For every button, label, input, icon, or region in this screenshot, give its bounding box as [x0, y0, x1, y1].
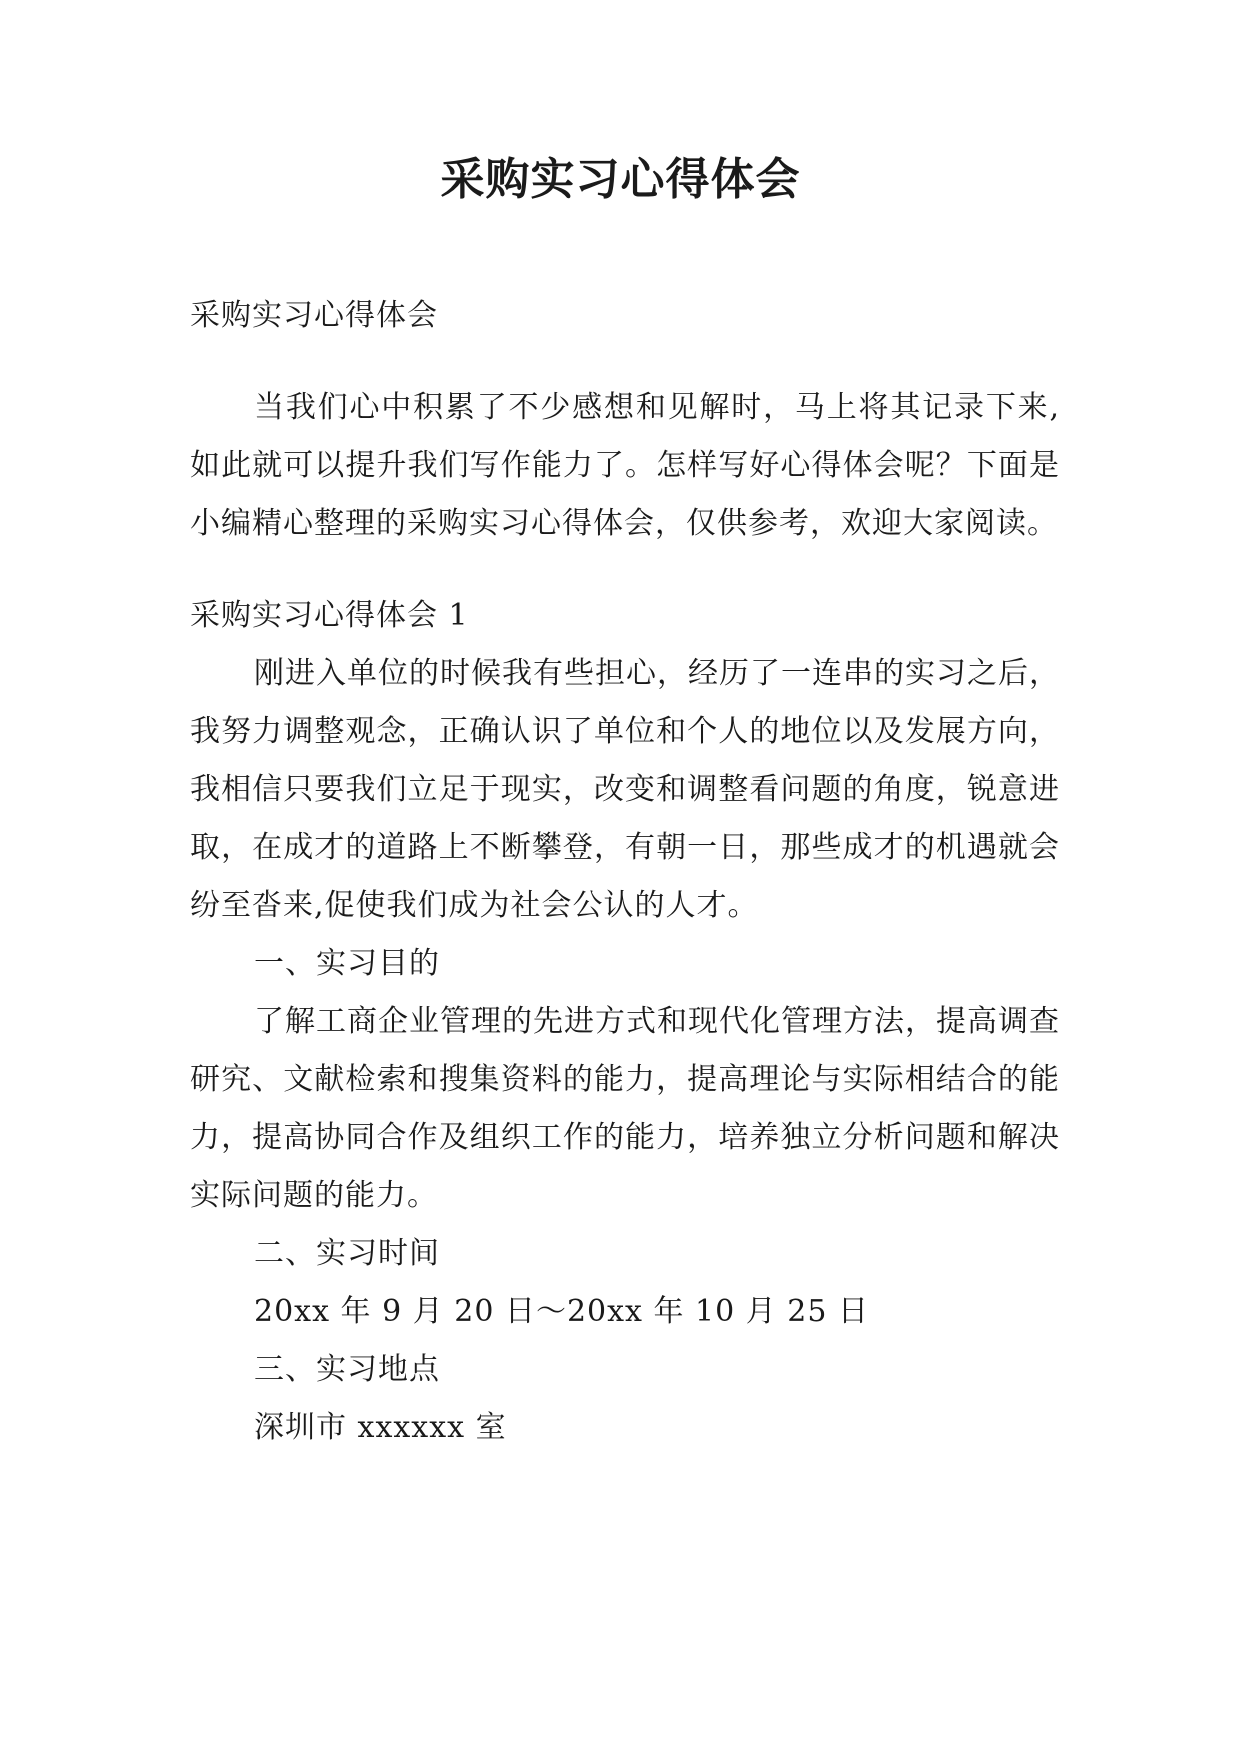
document-subtitle: 采购实习心得体会 [190, 298, 438, 333]
location-value: 深圳市 xxxxxx 室 [254, 1410, 507, 1445]
purpose-paragraph: 了解工商企业管理的先进方式和现代化管理方法，提高调查研究、文献检索和搜集资料的能力，提高理论与实际相结合的能力，提高协同合作及组织工作的能力，培养独立分析问题和解决实际问题的能力。 [190, 1004, 1060, 1213]
time-value: 20xx 年 9 月 20 日～20xx 年 10 月 25 日 [254, 1294, 869, 1329]
heading-purpose: 一、实习目的 [254, 946, 440, 981]
intro-paragraph: 当我们心中积累了不少感想和见解时，马上将其记录下来,如此就可以提升我们写作能力了。怎样写好心得体会呢？下面是小编精心整理的采购实习心得体会，仅供参考，欢迎大家阅读。 [190, 390, 1060, 541]
document-body [190, 287, 1060, 1457]
heading-location: 三、实习地点 [254, 1352, 440, 1387]
section-heading: 采购实习心得体会 1 [190, 598, 469, 633]
heading-time: 二、实习时间 [254, 1236, 440, 1271]
body-paragraph-1: 刚进入单位的时候我有些担心，经历了一连串的实习之后，我努力调整观念，正确认识了单位和个人的地位以及发展方向，我相信只要我们立足于现实，改变和调整看问题的角度，锐意进取，在成才的道路上不断攀登，有朝一日，那些成才的机遇就会纷至沓来,促使我们成为社会公认的人才。 [190, 656, 1060, 923]
document-title: 采购实习心得体会 [440, 154, 801, 205]
